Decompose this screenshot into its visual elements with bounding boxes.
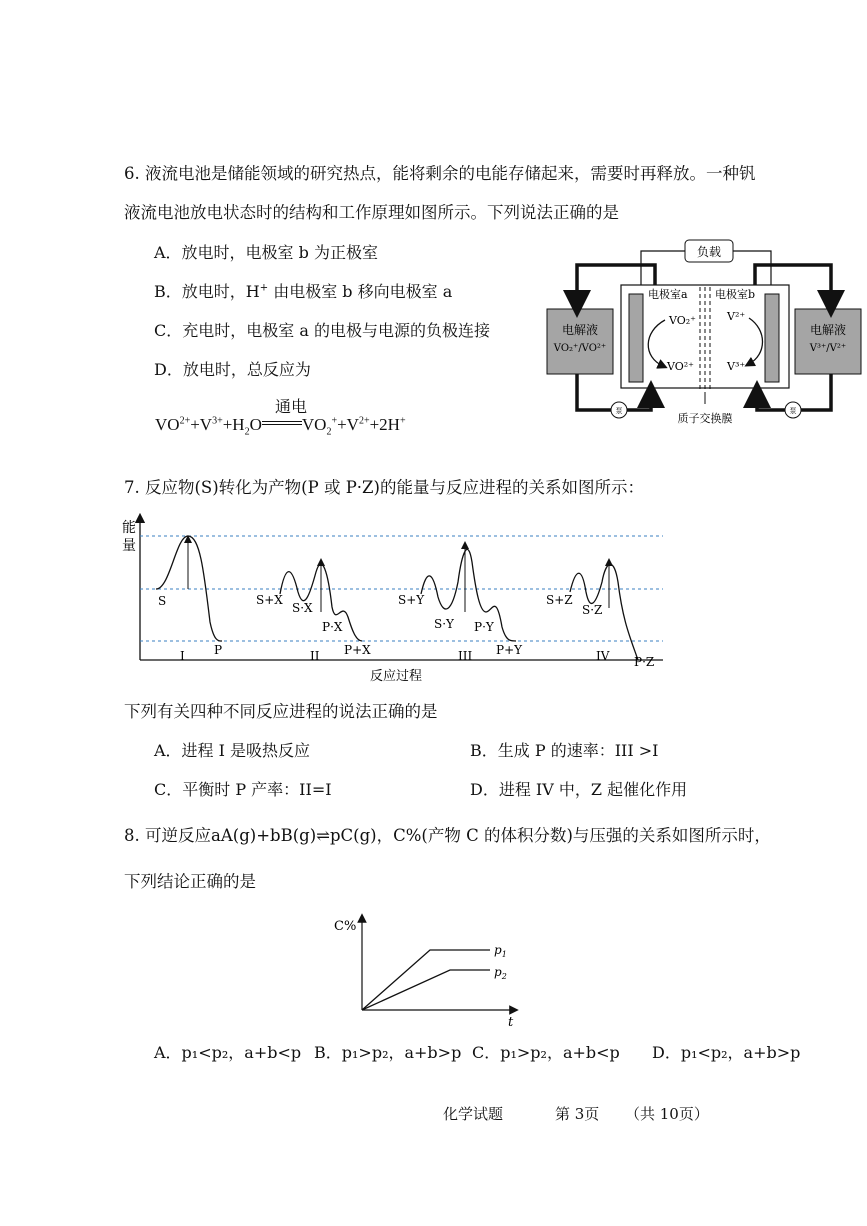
label-II-SX: S·X bbox=[292, 601, 313, 615]
label-III: III bbox=[458, 649, 473, 663]
q7-option-b: B．生成 P 的速率：III >I bbox=[470, 741, 659, 760]
q6-stem-line2: 液流电池放电状态时的结构和工作原理如图所示。下列说法正确的是 bbox=[124, 203, 619, 222]
electrode-b bbox=[765, 294, 779, 382]
label-IV-S: S+Z bbox=[546, 593, 573, 607]
q8-option-c: C．p₁>p₂，a+b<p bbox=[472, 1043, 620, 1062]
label-III-PY: P·Y bbox=[474, 620, 494, 634]
label-IV-SZ: S·Z bbox=[582, 603, 603, 617]
q8-option-a: A．p₁<p₂，a+b<p bbox=[154, 1043, 302, 1062]
species-a-top: VO₂⁺ bbox=[669, 314, 696, 327]
membrane-label: 质子交换膜 bbox=[677, 412, 733, 425]
q6-equation-condition: 通电 bbox=[275, 399, 308, 416]
y-axis-label-2: 量 bbox=[122, 538, 136, 554]
q8-chart bbox=[326, 910, 526, 1028]
q7-stem: 7. 反应物(S)转化为产物(P 或 P·Z)的能量与反应进程的关系如图所示： bbox=[124, 478, 644, 497]
label-I: I bbox=[180, 649, 185, 663]
chart-y-label: C% bbox=[334, 919, 357, 934]
footer-page: 第 3页 bbox=[555, 1105, 600, 1123]
footer-subject: 化学试题 bbox=[443, 1105, 504, 1123]
label-III-SY: S·Y bbox=[434, 617, 454, 631]
q7-option-a: A．进程 I 是吸热反应 bbox=[154, 741, 311, 760]
label-III-S: S+Y bbox=[398, 593, 425, 607]
load-label: 负载 bbox=[696, 245, 722, 259]
q6-stem-line1: 6. 液流电池是储能领域的研究热点，能将剩余的电能存储起来，需要时再释放。一种钒 bbox=[124, 164, 756, 183]
equilibrium-sign bbox=[262, 420, 302, 430]
right-tank-label-1: 电解液 bbox=[809, 323, 847, 337]
label-IV-PZ: P·Z bbox=[634, 655, 655, 669]
left-tank-label-2: VO₂⁺/VO²⁺ bbox=[553, 343, 607, 354]
label-I-S: S bbox=[158, 594, 167, 608]
q7-option-d: D．进程 IV 中，Z 起催化作用 bbox=[470, 780, 688, 799]
svg-text:泵: 泵 bbox=[615, 407, 623, 415]
q6-battery-diagram bbox=[545, 232, 863, 432]
right-tank bbox=[795, 309, 861, 374]
right-tank-label-2: V³⁺/V²⁺ bbox=[809, 343, 847, 354]
q8-option-b: B．p₁>p₂，a+b>p bbox=[314, 1043, 462, 1062]
chart-x-label: t bbox=[508, 1015, 514, 1028]
q8-option-d: D．p₁<p₂，a+b>p bbox=[652, 1043, 801, 1062]
q7-sub-stem: 下列有关四种不同反应进程的说法正确的是 bbox=[124, 702, 438, 721]
q7-option-c: C．平衡时 P 产率：II=I bbox=[154, 780, 332, 799]
q8-reaction: aA(g)+bB(g)⇌pC(g) bbox=[211, 826, 377, 845]
q7-energy-diagram bbox=[118, 512, 678, 688]
q6-option-a: A．放电时，电极室 b 为正极室 bbox=[154, 243, 378, 262]
label-p2: $p_2$ bbox=[494, 965, 507, 981]
q6-option-b: B．放电时，H+ 由电极室 b 移向电极室 a bbox=[154, 282, 453, 301]
label-II-S: S+X bbox=[256, 593, 283, 607]
species-b-bottom: V³⁺ bbox=[727, 360, 746, 373]
label-IV: IV bbox=[596, 649, 610, 663]
label-II: II bbox=[310, 649, 320, 663]
left-tank bbox=[547, 309, 613, 374]
electrode-a bbox=[629, 294, 643, 382]
species-a-bottom: VO²⁺ bbox=[667, 360, 694, 373]
label-I-P: P bbox=[214, 643, 223, 657]
x-axis-label: 反应过程 bbox=[370, 669, 423, 684]
chamber-a-label: 电极室a bbox=[648, 288, 688, 301]
q6-equation: $VO^{2+}+V^{3+}+H_2O$ $VO_2^++V^{2+}+2H^+$ bbox=[155, 415, 406, 438]
left-tank-label-1: 电解液 bbox=[561, 323, 599, 337]
svg-text:泵: 泵 bbox=[789, 407, 797, 415]
label-III-P: P+Y bbox=[496, 643, 523, 657]
q8-stem: 8. 可逆反应aA(g)+bB(g)⇌pC(g)，C%(产物 C 的体积分数)与压强的关系如图所示时， bbox=[124, 826, 771, 845]
label-II-P: P+X bbox=[344, 643, 371, 657]
label-p1: $p_1$ bbox=[494, 943, 507, 959]
q6-option-c: C．充电时，电极室 a 的电极与电源的负极连接 bbox=[154, 321, 490, 340]
species-b-top: V²⁺ bbox=[727, 310, 746, 323]
q8-stem-line2: 下列结论正确的是 bbox=[124, 872, 256, 891]
footer-total: （共 10页） bbox=[625, 1105, 709, 1123]
q6-option-d: D．放电时，总反应为 bbox=[154, 360, 311, 379]
y-axis-label-1: 能 bbox=[122, 520, 136, 536]
label-II-PX: P·X bbox=[322, 620, 343, 634]
chamber-b-label: 电极室b bbox=[715, 288, 756, 301]
curve-p2 bbox=[362, 970, 490, 1010]
